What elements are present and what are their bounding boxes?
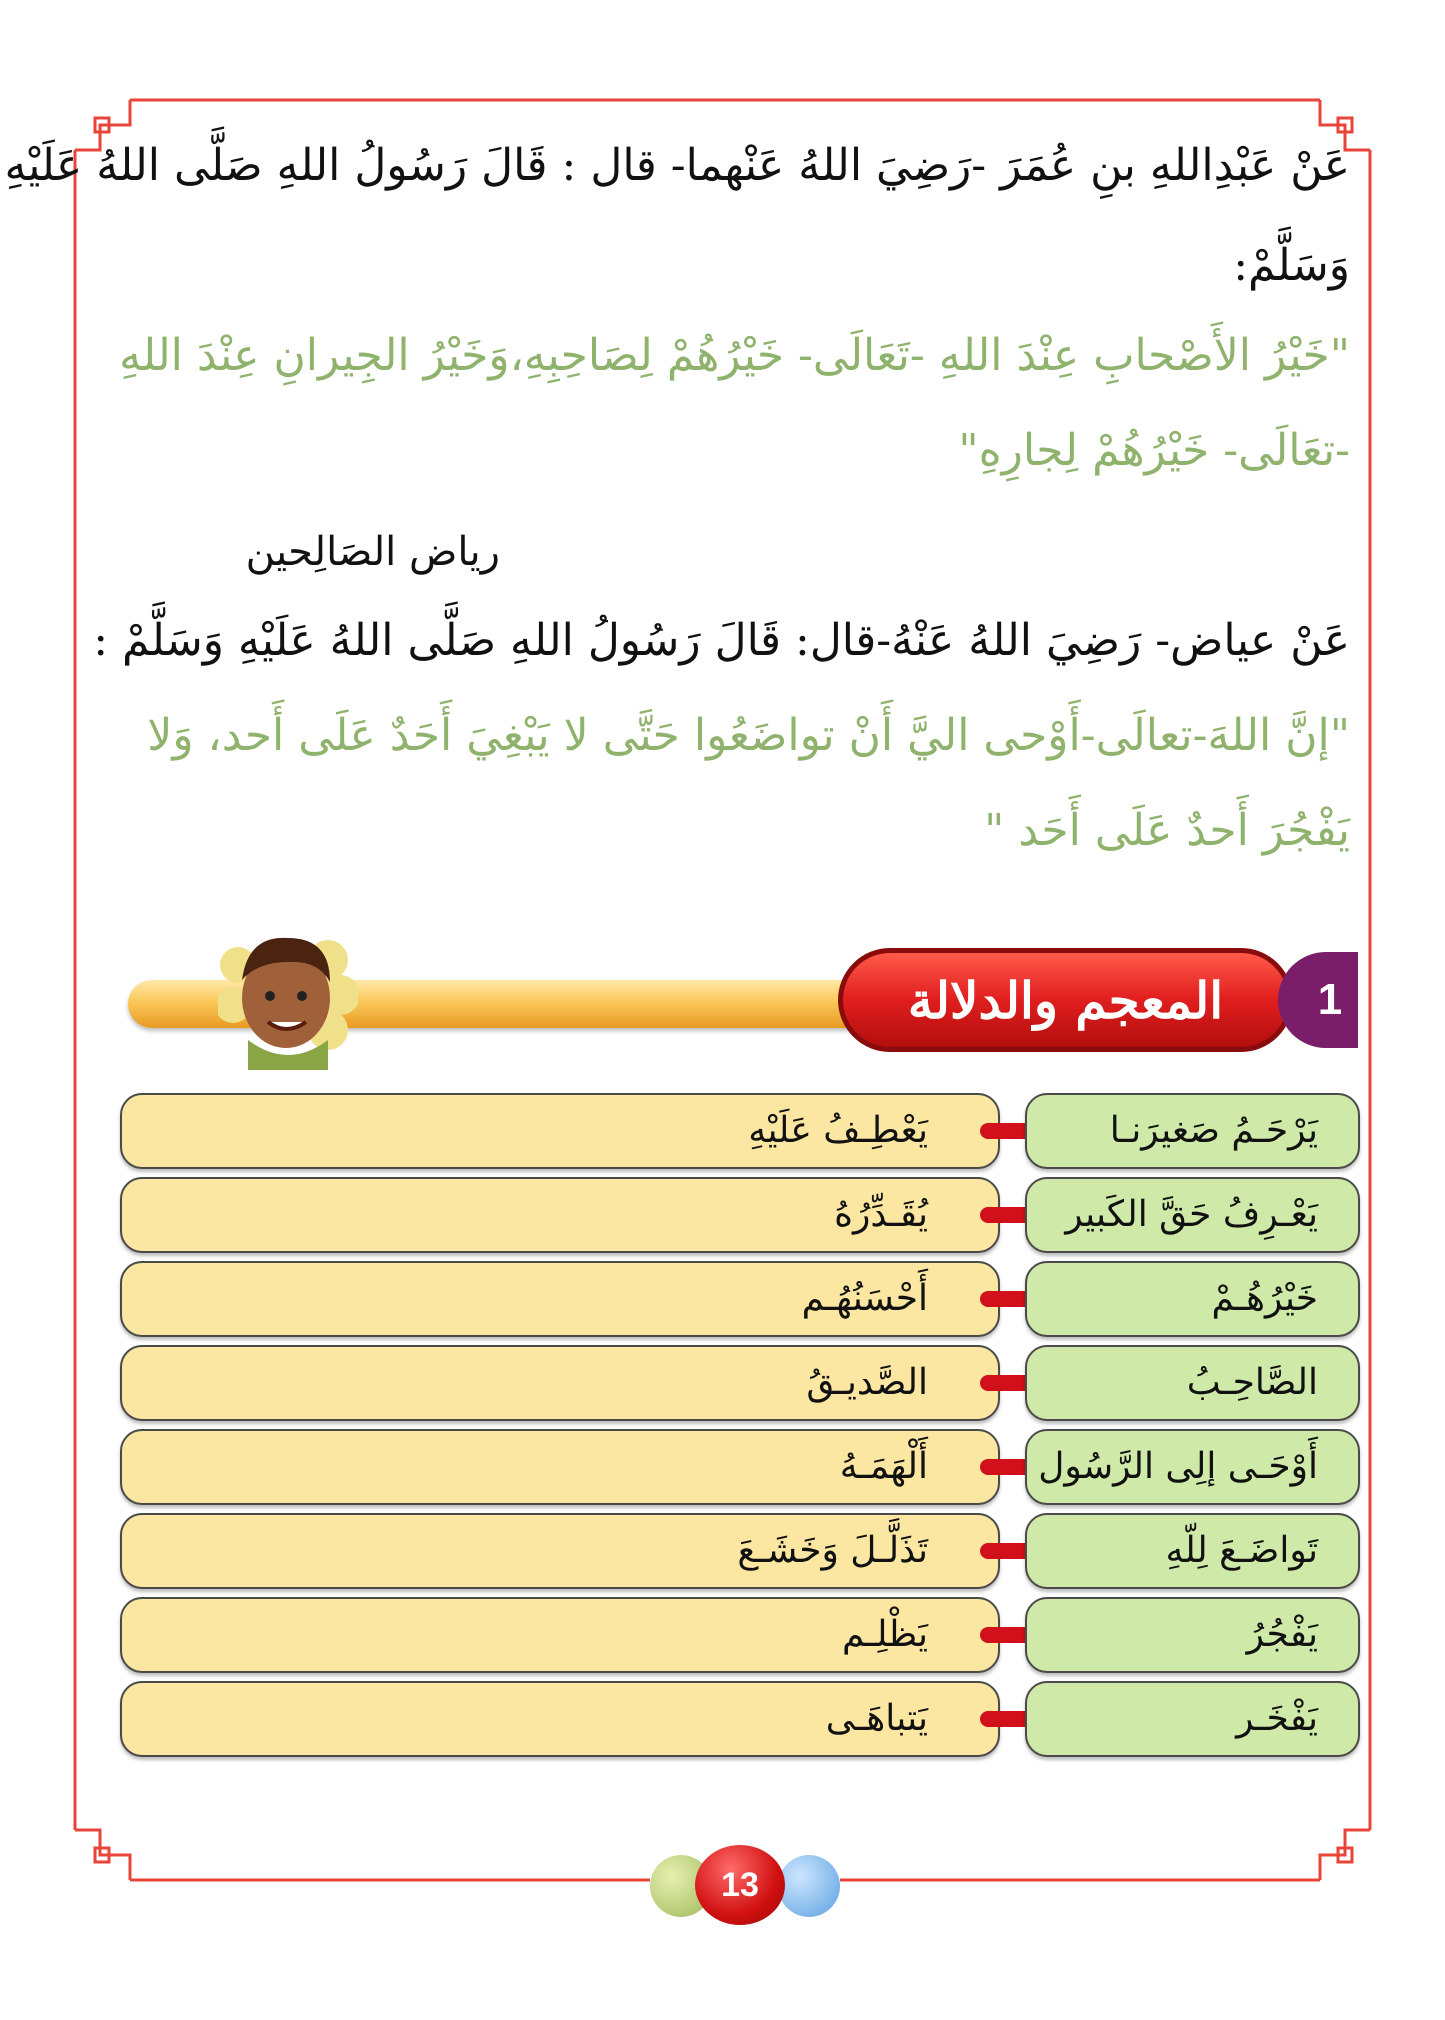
- word-pill: يَعْـرِفُ حَقَّ الكَبير: [1025, 1177, 1360, 1253]
- definition-pill: يَتباهَـى: [120, 1681, 1000, 1757]
- hadith1-quote-line1: "خَيْرُ الأَصْحابِ عِنْدَ اللهِ -تَعَالَى- خَيْرُهُمْ لِصَاحِبِهِ،وَخَيْرُ الجِيرانِ عِنْدَ اللهِ: [119, 330, 1350, 381]
- hadith1-quote-line2: -تعَالَى- خَيْرُهُمْ لِجارِهِ": [958, 425, 1350, 476]
- definition-pill: أَلْهَمَـهُ: [120, 1429, 1000, 1505]
- hadith2-intro-line: عَنْ عياض- رَضِيَ اللهُ عَنْهُ-قال: قَالَ رَسُولُ اللهِ صَلَّى اللهُ عَلَيْهِ وَسَلَّمْ :: [93, 615, 1350, 666]
- definition-pill: يَظْلِـم: [120, 1597, 1000, 1673]
- matching-row: [120, 1594, 1360, 1678]
- matching-row: [120, 1342, 1360, 1426]
- page-number-badge: [650, 1845, 840, 1925]
- definition-pill: أَحْسَنُهُـم: [120, 1261, 1000, 1337]
- hadith1-intro-line1: عَنْ عَبْدِاللهِ بنِ عُمَرَ -رَضِيَ اللهُ عَنْهما- قال : قَالَ رَسُولُ اللهِ صَلَّى اللهُ عَلَيْهِ: [4, 140, 1350, 191]
- section-banner: [118, 940, 1358, 1070]
- matching-list: [120, 1090, 1360, 1762]
- word-pill: يَفْخَـر: [1025, 1681, 1360, 1757]
- matching-row: [120, 1090, 1360, 1174]
- matching-row: [120, 1678, 1360, 1762]
- definition-pill: يُقَـدِّرُهُ: [120, 1177, 1000, 1253]
- boy-avatar-icon: [218, 920, 358, 1070]
- hadith1-source: رياض الصَالِحين: [245, 529, 500, 575]
- word-pill: يَرْحَـمُ صَغيرَنـا: [1025, 1093, 1360, 1169]
- section-title: المعجم والدلالة: [838, 948, 1293, 1052]
- matching-row: [120, 1510, 1360, 1594]
- definition-pill: الصَّديـقُ: [120, 1345, 1000, 1421]
- hadith1-intro-line2: وَسَلَّمْ:: [1233, 240, 1350, 291]
- word-pill: يَفْجُرُ: [1025, 1597, 1360, 1673]
- matching-row: [120, 1174, 1360, 1258]
- word-pill: أَوْحَـى إلِى الرَّسُول: [1025, 1429, 1360, 1505]
- hadith2-quote-line2: يَفْجُرَ أَحدٌ عَلَى أَحَد ": [984, 805, 1350, 856]
- word-pill: خَيْرُهُـمْ: [1025, 1261, 1360, 1337]
- definition-pill: يَعْطِـفُ عَلَيْهِ: [120, 1093, 1000, 1169]
- hadith2-quote-line1: "إنَّ اللهَ-تعالَى-أَوْحى اليَّ أَنْ تواضَعُوا حَتَّى لا يَبْغِيَ أَحَدٌ عَلَى أَحد، وَلا: [147, 710, 1350, 761]
- word-pill: تَواضَـعَ لِلّهِ: [1025, 1513, 1360, 1589]
- matching-row: [120, 1258, 1360, 1342]
- page-number: 13: [695, 1845, 785, 1925]
- word-pill: الصَّاحِـبُ: [1025, 1345, 1360, 1421]
- definition-pill: تَذَلَّـلَ وَخَشَـعَ: [120, 1513, 1000, 1589]
- matching-row: [120, 1426, 1360, 1510]
- decor-ball-blue: [778, 1855, 840, 1917]
- section-number: 1: [1278, 952, 1358, 1048]
